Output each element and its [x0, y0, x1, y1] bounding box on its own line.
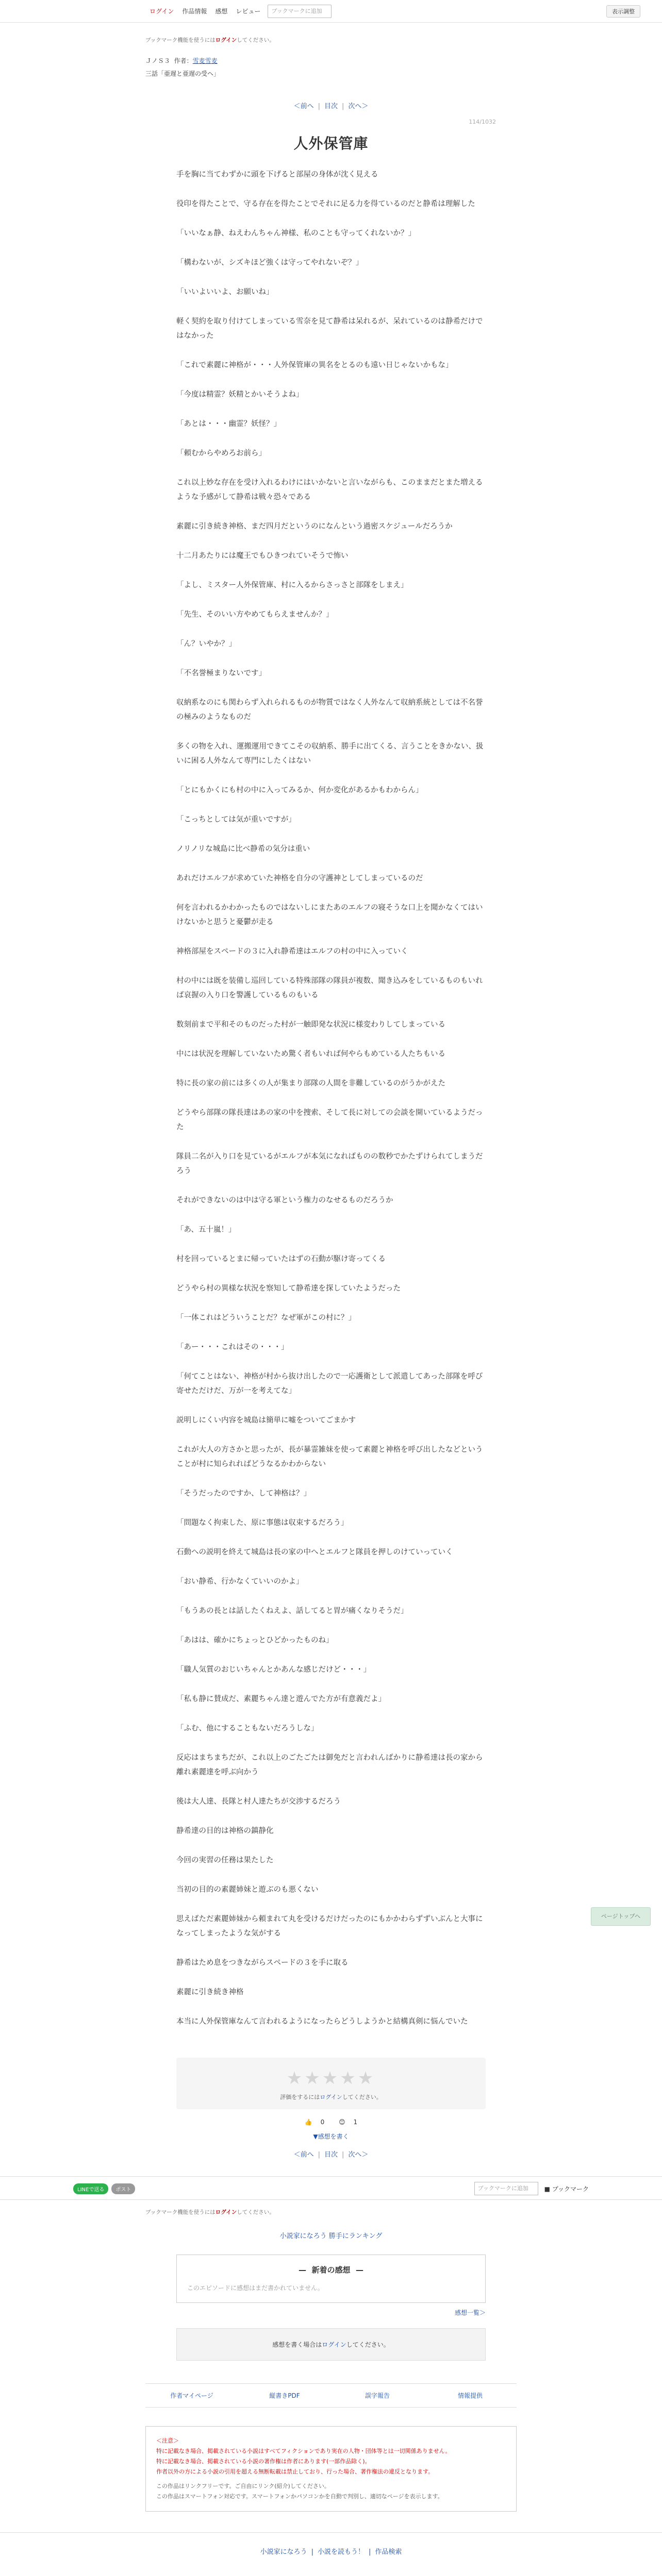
- body-paragraph: 「そうだったのですか、して神格は？」: [176, 1489, 311, 1498]
- login-link[interactable]: ログイン: [150, 8, 174, 15]
- thumbs-up-icon: 👍: [304, 2119, 312, 2126]
- body-paragraph: 「先生、そのいい方やめてもらえませんか？」: [176, 611, 334, 619]
- pager-top: ＜前へ | 目次 | 次へ＞: [293, 103, 369, 110]
- toc-link-bottom[interactable]: 目次: [324, 2151, 338, 2159]
- write-impression-box: 感想を書く場合はログインしてください。: [176, 2328, 486, 2361]
- body-paragraph: 「頼むからやめろお前ら」: [176, 449, 266, 457]
- body-paragraph: 手を胸に当てわずかに頭を下げると部屋の身体が沈く見える: [176, 171, 378, 179]
- main-content: [145, 36, 517, 2159]
- body-paragraph: 「あー・・・これはその・・・」: [176, 1343, 289, 1351]
- star-icon[interactable]: ★: [304, 2068, 322, 2089]
- chapter-title: 三話「亜遅と亜遅の受ヘ」: [145, 70, 220, 77]
- body-paragraph: 石動への説明を終えて城島は長の家の中へとエルフと隊員を押しのけていっていく: [176, 1548, 453, 1556]
- caution-note-line: この作品はリンクフリーです。ご自由にリンク(紹介)してください。: [156, 2483, 330, 2489]
- body-paragraph: 素麗に引き続き神格、まだ四月だというのになんという過密スケジュールだろうか: [176, 522, 453, 531]
- body-paragraph: 思えばただ素麗姉妹から頼まれて丸を受けるだけだったのにもかかわらずずいぶんと大事になってしまったような気がする: [176, 1915, 483, 1938]
- post-share-button[interactable]: ポスト: [111, 2183, 135, 2194]
- body-paragraph: どうやら村の異様な状況を察知して静希達を探していたようだった: [176, 1284, 401, 1293]
- body-paragraph: 収納系なのにも関わらず入れられるものが物質ではなく人外なんて収納系統としては不名誉の極みのようなものだ: [176, 699, 483, 721]
- nav-reviews[interactable]: レビュー: [236, 8, 261, 15]
- body-paragraph: 「何てことはない、神格が村から抜け出したので一応護衛として派遣してあった部隊を呼び寄せただけだ、万が一を考えてな」: [176, 1372, 483, 1395]
- star-icon[interactable]: ★: [322, 2068, 340, 2089]
- bookmark-login-note-bottom: ブックマーク機能を使うにはログインしてください。: [145, 2209, 275, 2215]
- impressions-list-link[interactable]: 感想一覧＞: [454, 2309, 486, 2316]
- body-paragraph: 「よし、ミスター人外保管庫、村に入るからさっさと部隊をしまえ」: [176, 581, 408, 589]
- star-rating[interactable]: [176, 2068, 486, 2089]
- line-share-button[interactable]: LINEで送る: [73, 2183, 108, 2194]
- body-paragraph: 反応はまちまちだが、これ以上のごたごたは御免だと言われんばかりに静希達は長の家から離れ素麗達を呼ぶ向かう: [176, 1754, 483, 1776]
- author-mypage-link[interactable]: 作者マイページ: [170, 2392, 213, 2399]
- bookmark-login-link-bottom[interactable]: ログイン: [215, 2209, 237, 2215]
- author-link[interactable]: 雪麦雪麦: [192, 57, 218, 64]
- star-icon[interactable]: ★: [357, 2068, 376, 2089]
- series-title: ＪノＳ３: [145, 57, 171, 64]
- bookmark-label[interactable]: ■ ブックマーク: [544, 2185, 589, 2193]
- smile-count: 1: [353, 2119, 358, 2126]
- evaluation-login-link[interactable]: ログイン: [320, 2094, 342, 2100]
- caution-box: [145, 2426, 517, 2512]
- bookmark-login-note: ブックマーク機能を使うにはログインしてください。: [145, 37, 275, 43]
- star-icon[interactable]: ★: [340, 2068, 358, 2089]
- body-paragraph: 「あはは、確かにちょっとひどかったものね」: [176, 1636, 334, 1645]
- search-link[interactable]: 作品検索: [375, 2548, 402, 2556]
- typo-report-link[interactable]: 誤字報告: [365, 2392, 390, 2399]
- body-paragraph: 後は大人達、長隊と村人達たちが交渉するだろう: [176, 1798, 341, 1806]
- body-paragraph: これが大人の方さかと思ったが、長が暴霊雑妹を使って素麗と神格を呼び出したなどということが村に知られればどうなるかわからない: [176, 1446, 483, 1468]
- series-info: [145, 56, 517, 65]
- body-paragraph: 特に長の家の前には多くの人が集まり部隊の人間を非難しているのがうかがえた: [176, 1079, 445, 1088]
- caution-line: 作者以外の方による小説の引用を超える無断転載は禁止しており、行った場合、著作権法の違反となります。: [156, 2468, 434, 2475]
- episode-number: 114/1032: [469, 118, 496, 125]
- body-paragraph: 隊員二名が入り口を見ているがエルフが本気になればものの数秒でかたずけられてしまうだろう: [176, 1153, 483, 1175]
- body-paragraph: 「私も静に賛成だ、素麗ちゃん達と遊んでた方が有意義だよ」: [176, 1695, 386, 1703]
- smile-icon: 😊: [339, 2119, 345, 2126]
- bookmark-add-button-bottom[interactable]: ブックマークに追加: [474, 2182, 538, 2195]
- body-paragraph: 「あ、五十嵐！」: [176, 1226, 236, 1234]
- body-paragraph: 本当に人外保管庫なんて言われるようになったらどうしようかと結構真剣に悩んでいた: [176, 2018, 468, 2026]
- evaluation-box: [176, 2058, 486, 2109]
- star-icon[interactable]: ★: [286, 2068, 305, 2089]
- body-paragraph: 村を回っているとまに帰っていたはずの石動が駆け寄ってくる: [176, 1255, 386, 1263]
- bookmark-login-link[interactable]: ログイン: [215, 37, 237, 43]
- novel-body: [176, 167, 486, 2029]
- evaluation-note: 評価をするにはログインしてください。: [280, 2094, 382, 2100]
- prev-link[interactable]: ＜前へ: [293, 103, 314, 110]
- body-paragraph: 「これで素麗に神格が・・・人外保管庫の異名をとるのも遠い日じゃないかもな」: [176, 361, 453, 369]
- body-paragraph: 「おい静希、行かなくていいのかよ」: [176, 1578, 304, 1586]
- caution-note-line: この作品はスマートフォン対応です。スマートフォンかパソコンかを自動で判別し、適切なページを表示します。: [156, 2493, 443, 2500]
- toc-link[interactable]: 目次: [324, 103, 338, 110]
- body-paragraph: 中には状況を理解していないため驚く者もいれば何やらもめている人たちもいる: [176, 1050, 445, 1058]
- nav-impressions[interactable]: 感想: [215, 8, 228, 15]
- body-paragraph: 「今度は精霊？妖精とかいそうよね」: [176, 391, 304, 399]
- body-paragraph: 静希達の目的は神格の鎮静化: [176, 1827, 274, 1835]
- smile-reaction-button[interactable]: [336, 2119, 360, 2126]
- next-link[interactable]: 次へ＞: [348, 103, 369, 110]
- body-paragraph: 「ふむ、他にすることもないだろうしな」: [176, 1724, 319, 1733]
- body-paragraph: 静希はため息をつきながらスペードの３を手に取る: [176, 1959, 349, 1967]
- good-reaction-button[interactable]: [302, 2119, 327, 2126]
- bookmark-add-button[interactable]: ブックマークに追加: [268, 5, 332, 18]
- write-impression-link[interactable]: ▼感想を書く: [313, 2133, 349, 2140]
- body-paragraph: 「とにもかくにも村の中に入ってみるか、何か変化があるかもわからん」: [176, 786, 423, 794]
- prev-link-bottom[interactable]: ＜前へ: [293, 2151, 314, 2159]
- body-paragraph: 何を言われるかわかったものではないしにまたあのエルフの寝そうな口上を聞かなくてはいけないかと思うと憂鬱が走る: [176, 904, 483, 926]
- next-link-bottom[interactable]: 次へ＞: [348, 2151, 369, 2159]
- write-impression-login-link[interactable]: ログイン: [322, 2341, 346, 2348]
- body-paragraph: 「あとは・・・幽霊？妖怪？」: [176, 420, 281, 428]
- yomou-link[interactable]: 小説を読もう！: [317, 2548, 365, 2556]
- body-paragraph: 説明しにくい内容を城島は簡単に嘘をついてごまかす: [176, 1416, 356, 1425]
- info-provide-link[interactable]: 情報提供: [457, 2392, 483, 2399]
- body-paragraph: 役印を得たことで、守る存在を得たことでそれに足る力を得ているのだと静希は理解した: [176, 200, 475, 208]
- footer-tool-links: [145, 2383, 517, 2408]
- body-paragraph: 「一体これはどういうことだ？なぜ軍がこの村に？」: [176, 1314, 356, 1322]
- body-paragraph: 多くの物を入れ、運搬運用できてこその収納系、勝手に出てくる、言うことをきかない、扱いに困る人外なんて専門にしたくはない: [176, 742, 484, 765]
- page-top-button[interactable]: ページトップへ: [591, 1907, 651, 1926]
- body-paragraph: 「構わないが、シズキほど強くは守ってやれないぞ？」: [176, 259, 363, 267]
- body-paragraph: 素麗に引き続き神格: [176, 1988, 244, 1996]
- body-paragraph: 十二月あたりには魔王でもひきつれていそうで怖い: [176, 552, 349, 560]
- ranking-link[interactable]: 小説家になろう 勝手にランキング: [279, 2232, 383, 2240]
- site-footer-links: 小説家になろう | 小説を読もう！ | 作品検索: [0, 2532, 662, 2556]
- body-paragraph: 「不名誉極まりないです」: [176, 669, 266, 677]
- body-paragraph: 「問題なく拘束した、原に事態は収束するだろう」: [176, 1519, 349, 1527]
- episode-title: 人外保管庫: [293, 135, 369, 152]
- body-paragraph: 「職人気質のおじいちゃんとかあんな感じだけど・・・」: [176, 1666, 371, 1674]
- caution-line: 特に記載なき場合、掲載されている小説はすべてフィクションであり実在の人物・団体等とは一切関係ありません。: [156, 2448, 451, 2454]
- body-paragraph: 軽く契約を取り付けてしまっている雪奈を見て静希は呆れるが、呆れているのは静希だけではなかった: [176, 317, 483, 340]
- share-bar: [0, 2176, 662, 2200]
- syosetu-link[interactable]: 小説家になろう: [260, 2548, 307, 2556]
- body-paragraph: ノリノリな城島に比べ静希の気分は重い: [176, 845, 310, 853]
- new-impressions-title: — 新着の感想 —: [299, 2265, 363, 2275]
- new-impressions-box: [176, 2255, 486, 2303]
- body-paragraph: 数刻前まで平和そのものだった村が一触即発な状況に様変わりしてしまっている: [176, 1021, 445, 1029]
- lower-content: [145, 2208, 517, 2361]
- body-paragraph: 当初の目的の素麗姉妹と遊ぶのも悪くない: [176, 1886, 319, 1894]
- display-settings-button[interactable]: 表示調整: [606, 5, 640, 18]
- body-paragraph: 「いいよいいよ、お願いね」: [176, 288, 274, 296]
- caution-heading: ＜注意＞: [156, 2437, 179, 2444]
- global-nav: [0, 0, 662, 23]
- caution-line: 特に記載なき場合、掲載されている小説の著作権は作者にあります(一部作品除く)。: [156, 2458, 371, 2465]
- body-paragraph: 「こっちとしては気が重いですが」: [176, 816, 296, 824]
- caution-note: [156, 2481, 506, 2502]
- body-paragraph: それができないのは中は守る軍という権力のなせるものだろうか: [176, 1196, 393, 1205]
- body-paragraph: 「ん？いやか？」: [176, 640, 236, 648]
- body-paragraph: 「もうあの長とは話したくねえよ、話してると胃が痛くなりそうだ」: [176, 1607, 408, 1615]
- body-paragraph: 「いいなぁ静、ねえわんちゃん神様、私のことも守ってくれないか？」: [176, 229, 416, 238]
- impressions-empty-message: このエピソードに感想はまだ書かれていません。: [187, 2284, 324, 2292]
- body-paragraph: これ以上妙な存在を受け入れるわけにはいかないと言いながらも、このままだとまた増えるような予感がして静希は戦々恐々である: [176, 479, 483, 501]
- pager-bottom: ＜前へ | 目次 | 次へ＞: [293, 2151, 369, 2159]
- vertical-pdf-link[interactable]: 縦書きPDF: [269, 2392, 300, 2399]
- body-paragraph: あれだけエルフが求めていた神格を自分の守護神としてしまっているのだ: [176, 874, 423, 883]
- nav-novel-info[interactable]: 作品情報: [182, 8, 207, 15]
- body-paragraph: 村の中には既を装備し巡回している特殊部隊の隊員が複数、聞き込みをしているものもいれば哀握の入り口を警護しているものもいる: [176, 977, 483, 999]
- reaction-bar: [145, 2119, 517, 2126]
- author-label: 作者：: [174, 57, 193, 64]
- body-paragraph: 神格部屋をスペードの３に入れ静希達はエルフの村の中に入っていく: [176, 947, 408, 956]
- body-paragraph: どうやら部隊の隊長達はあの家の中を捜索、そして長に対しての会談を開いているようだった: [176, 1109, 483, 1131]
- body-paragraph: 今回の実習の任務は果たした: [176, 1856, 274, 1865]
- good-count: 0: [320, 2119, 325, 2126]
